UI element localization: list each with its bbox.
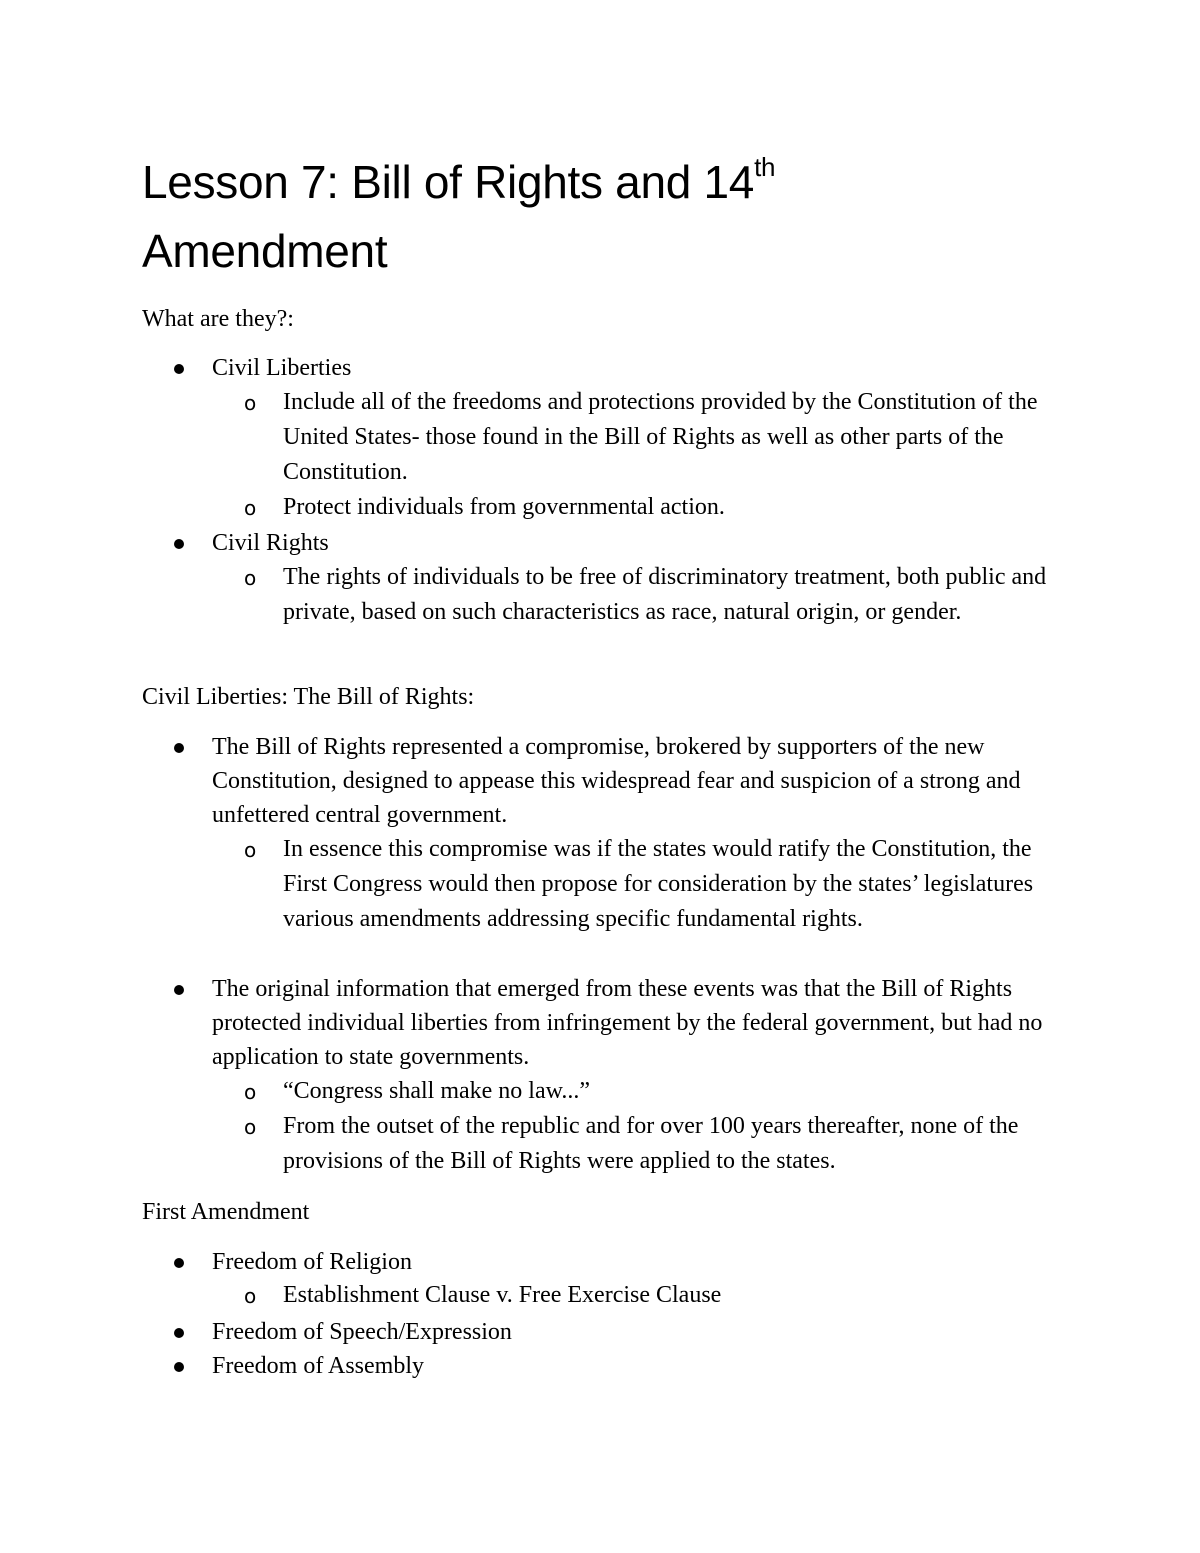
sub-bullet-marker: o	[244, 496, 257, 520]
sub-bullet-marker: o	[244, 1115, 257, 1139]
sub-list-item: Include all of the freedoms and protections provided by the Constitution of the United States- those found in the Bill of Rights as well as other parts of the Constitution.	[283, 389, 1038, 485]
section-heading: Civil Liberties: The Bill of Rights:	[142, 684, 475, 710]
sub-bullet-marker: o	[244, 566, 257, 590]
bullet-marker	[174, 364, 184, 374]
bullet-marker	[174, 1328, 184, 1338]
sub-bullet-marker: o	[244, 1080, 257, 1104]
list-item: Civil Rights	[212, 530, 329, 556]
section-heading: First Amendment	[142, 1199, 310, 1225]
bullet-marker	[174, 985, 184, 995]
list-item: Freedom of Religion	[212, 1249, 412, 1275]
title-text-line2: Amendment	[142, 225, 388, 277]
bullet-marker	[174, 743, 184, 753]
sub-list-item: The rights of individuals to be free of discriminatory treatment, both public and private, based on such characteristics as race, natural origin, or gender.	[283, 564, 1047, 625]
page-title	[142, 148, 1102, 286]
title-text: Lesson 7: Bill of Rights and 14	[142, 156, 755, 208]
sub-list-item: Protect individuals from governmental action.	[283, 494, 725, 520]
title-superscript: th	[754, 152, 776, 182]
list-item: Freedom of Assembly	[212, 1353, 424, 1379]
sub-bullet-marker: o	[244, 391, 257, 415]
sub-bullet-marker: o	[244, 838, 257, 862]
sub-list-item: From the outset of the republic and for over 100 years thereafter, none of the provisions of the Bill of Rights were applied to the states.	[283, 1113, 1019, 1174]
bullet-marker	[174, 1362, 184, 1372]
list-item: The Bill of Rights represented a compromise, brokered by supporters of the new Constitution, designed to appease this widespread fear and suspicion of a strong and unfettered central government.	[212, 734, 1021, 828]
bullet-marker	[174, 1258, 184, 1268]
list-item: The original information that emerged from these events was that the Bill of Rights protected individual liberties from infringement by the federal government, but had no application to state governments.	[212, 976, 1043, 1070]
bullet-marker	[174, 539, 184, 549]
sub-list-item: Establishment Clause v. Free Exercise Clause	[283, 1282, 722, 1308]
list-item: Freedom of Speech/Expression	[212, 1319, 512, 1345]
section-heading: What are they?:	[142, 306, 294, 332]
sub-list-item: “Congress shall make no law...”	[283, 1078, 591, 1104]
list-item: Civil Liberties	[212, 355, 352, 381]
sub-list-item: In essence this compromise was if the states would ratify the Constitution, the First Congress would then propose for consideration by the states’ legislatures various amendments addressing specific fundamental rights.	[283, 836, 1034, 932]
sub-bullet-marker: o	[244, 1284, 257, 1308]
